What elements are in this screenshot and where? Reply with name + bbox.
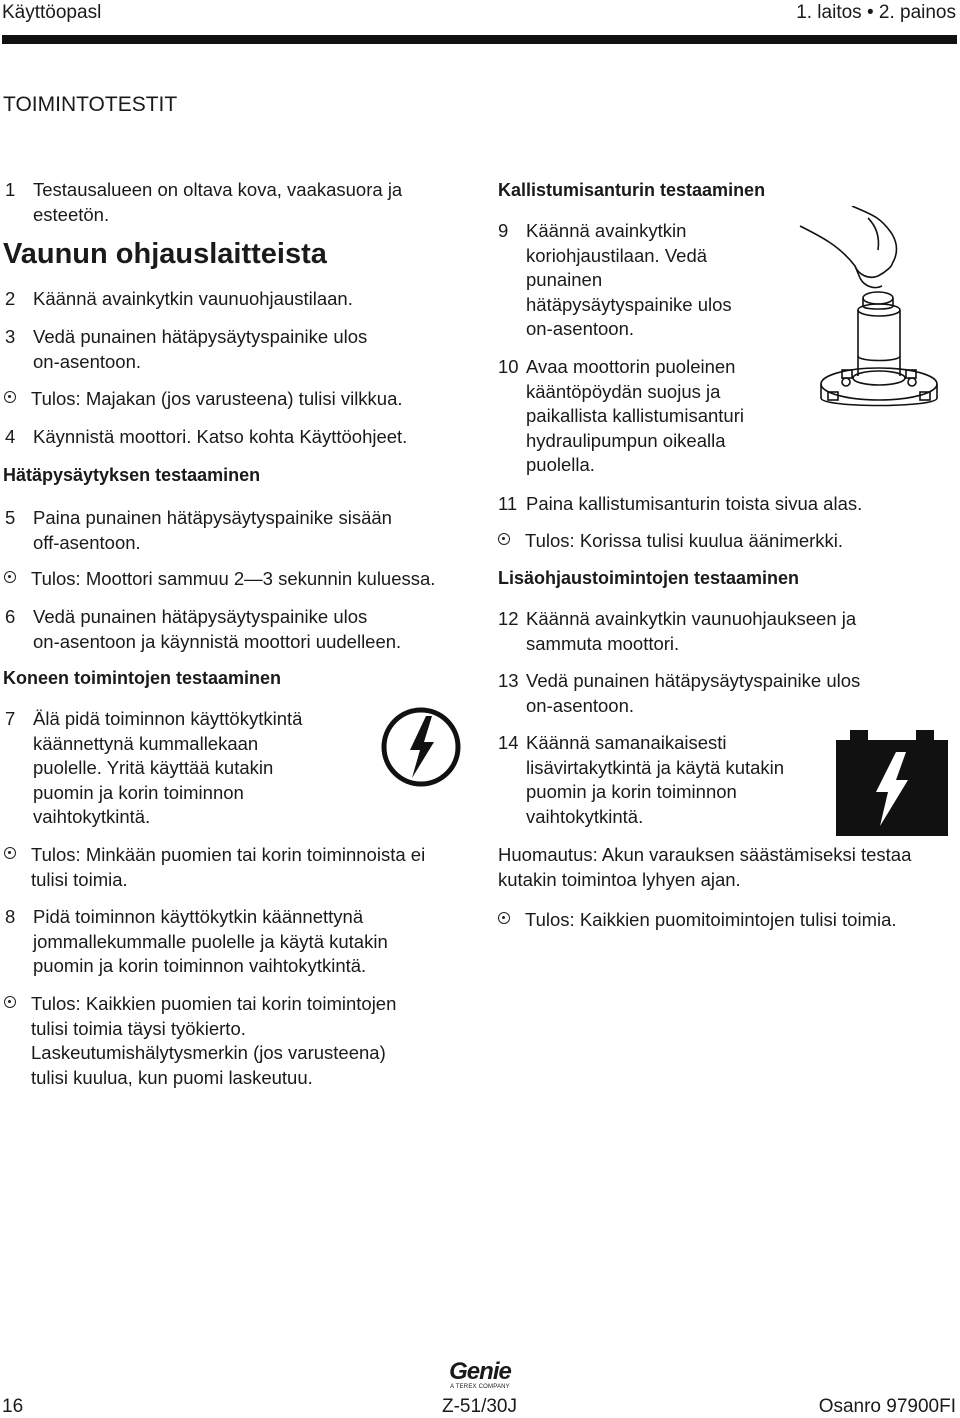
result-4 bbox=[3, 992, 473, 1092]
step-number: 7 bbox=[5, 708, 16, 729]
logo-text: Genie bbox=[449, 1358, 511, 1385]
battery-icon bbox=[836, 730, 948, 836]
electrical-hazard-icon bbox=[380, 706, 462, 788]
step-number: 11 bbox=[498, 493, 518, 514]
heading-kallistus: Kallistumisanturin testaaminen bbox=[498, 180, 766, 200]
step-number: 13 bbox=[498, 670, 519, 691]
result-6 bbox=[497, 908, 952, 934]
step-2 bbox=[5, 287, 475, 313]
result-text: Tulos: Moottori sammuu 2—3 sekunnin kuluessa. bbox=[31, 568, 436, 589]
step-text: puomin ja korin toiminnon bbox=[33, 781, 244, 803]
step-number: 10 bbox=[498, 356, 519, 377]
result-text: Tulos: Majakan (jos varusteena) tulisi vilkkua. bbox=[31, 388, 403, 409]
step-text: koriohjaustilaan. Vedä bbox=[526, 244, 708, 266]
step-text: Käännä avainkytkin vaunuohjaukseen ja bbox=[526, 608, 857, 629]
step-text: Testausalueen on oltava kova, vaakasuora ja bbox=[33, 179, 403, 200]
step-text: puomin ja korin toiminnon bbox=[526, 781, 737, 803]
step-13 bbox=[498, 669, 953, 719]
step-14 bbox=[498, 731, 828, 831]
step-text: Pidä toiminnon käyttökytkin käännettynä bbox=[33, 906, 364, 927]
step-10 bbox=[498, 355, 788, 479]
step-number: 4 bbox=[5, 426, 16, 447]
step-text: on-asentoon. bbox=[33, 350, 142, 372]
result-icon bbox=[4, 391, 16, 403]
step-text: Käännä samanaikaisesti bbox=[526, 732, 727, 753]
step-text: esteetön. bbox=[33, 203, 110, 225]
step-text: Vedä punainen hätäpysäytyspainike ulos bbox=[33, 606, 368, 627]
step-number: 1 bbox=[5, 179, 16, 200]
step-number: 8 bbox=[5, 906, 16, 927]
note-text: Huomautus: Akun varauksen säästämiseksi testaa bbox=[498, 844, 912, 865]
step-text: Käynnistä moottori. Katso kohta Käyttöohjeet. bbox=[33, 426, 408, 447]
step-text: paikallista kallistumisanturi bbox=[526, 405, 744, 427]
step-4 bbox=[5, 425, 475, 451]
step-text: käännettynä kummallekaan bbox=[33, 732, 259, 754]
step-text: punainen bbox=[526, 269, 603, 291]
step-text: Paina punainen hätäpysäytyspainike sisään bbox=[33, 507, 392, 528]
result-text: Tulos: Kaikkien puomitoimintojen tulisi toimia. bbox=[525, 909, 897, 930]
edition-label: 1. laitos • 2. painos bbox=[796, 2, 956, 23]
step-text: hydraulipumpun oikealla bbox=[526, 429, 726, 451]
step-text: Käännä avainkytkin bbox=[526, 220, 687, 241]
logo-subtext: A TEREX COMPANY bbox=[450, 1384, 510, 1390]
step-text: Vedä punainen hätäpysäytyspainike ulos bbox=[526, 670, 861, 691]
step-text: vaihtokytkintä. bbox=[526, 805, 644, 827]
header-rule bbox=[2, 35, 957, 44]
genie-logo bbox=[440, 1360, 520, 1392]
step-7 bbox=[5, 707, 375, 831]
step-text: Paina kallistumisanturin toista sivua alas. bbox=[526, 493, 863, 514]
step-5 bbox=[5, 506, 475, 556]
result-icon bbox=[498, 533, 510, 545]
section-title: TOIMINTOTESTIT bbox=[3, 93, 178, 116]
step-1 bbox=[5, 178, 475, 228]
part-number: Osanro 97900FI bbox=[818, 1396, 956, 1417]
result-text: tulisi kuulua, kun puomi laskeutuu. bbox=[31, 1066, 313, 1088]
step-number: 3 bbox=[5, 326, 16, 347]
step-text: on-asentoon ja käynnistä moottori uudelleen. bbox=[33, 630, 402, 652]
step-text: Älä pidä toiminnon käyttökytkintä bbox=[33, 708, 303, 729]
page-number: 16 bbox=[2, 1396, 24, 1417]
step-8 bbox=[5, 905, 475, 980]
model-label: Z-51/30J bbox=[442, 1396, 517, 1417]
note bbox=[498, 843, 953, 893]
step-text: Avaa moottorin puoleinen bbox=[526, 356, 736, 377]
result-2 bbox=[3, 567, 473, 593]
result-1 bbox=[3, 387, 473, 413]
result-3 bbox=[3, 843, 473, 893]
result-text: Tulos: Kaikkien puomien tai korin toimintojen bbox=[31, 993, 397, 1014]
heading-koneen: Koneen toimintojen testaaminen bbox=[3, 668, 282, 688]
heading-vaunu: Vaunun ohjauslaitteista bbox=[3, 238, 327, 270]
tilt-sensor-illustration bbox=[780, 206, 940, 446]
step-number: 2 bbox=[5, 288, 16, 309]
step-text: hätäpysäytyspainike ulos bbox=[526, 293, 732, 315]
step-number: 9 bbox=[498, 220, 509, 241]
step-text: off-asentoon. bbox=[33, 531, 141, 553]
step-number: 12 bbox=[498, 608, 519, 629]
step-text: on-asentoon. bbox=[526, 694, 635, 716]
step-text: vaihtokytkintä. bbox=[33, 806, 151, 828]
note-text: kutakin toimintoa lyhyen ajan. bbox=[498, 868, 741, 890]
step-text: lisävirtakytkintä ja käytä kutakin bbox=[526, 756, 785, 778]
result-text: Laskeutumishälytysmerkin (jos varusteena) bbox=[31, 1042, 386, 1064]
step-11 bbox=[498, 492, 953, 518]
result-text: tulisi toimia täysi työkierto. bbox=[31, 1017, 246, 1039]
step-text: on-asentoon. bbox=[526, 318, 635, 340]
step-number: 14 bbox=[498, 732, 519, 753]
result-icon bbox=[498, 912, 510, 924]
result-icon bbox=[4, 847, 16, 859]
step-text: puolelle. Yritä käyttää kutakin bbox=[33, 757, 274, 779]
heading-hatapysaytys: Hätäpysäytyksen testaaminen bbox=[3, 465, 261, 485]
step-text: jommallekummalle puolelle ja käytä kutakin bbox=[33, 930, 388, 952]
step-text: Vedä punainen hätäpysäytyspainike ulos bbox=[33, 326, 368, 347]
result-icon bbox=[4, 571, 16, 583]
result-5 bbox=[497, 529, 952, 555]
step-text: kääntöpöydän suojus ja bbox=[526, 380, 721, 402]
step-12 bbox=[498, 607, 953, 657]
result-text: Tulos: Minkään puomien tai korin toiminnoista ei bbox=[31, 844, 426, 865]
step-text: sammuta moottori. bbox=[526, 632, 680, 654]
step-text: puolella. bbox=[526, 454, 595, 476]
step-number: 6 bbox=[5, 606, 16, 627]
result-text: tulisi toimia. bbox=[31, 868, 128, 890]
result-text: Tulos: Korissa tulisi kuulua äänimerkki. bbox=[525, 530, 844, 551]
manual-title: Käyttöopasl bbox=[2, 2, 102, 23]
step-3 bbox=[5, 325, 475, 375]
step-6 bbox=[5, 605, 475, 655]
heading-lisaohjaus: Lisäohjaustoimintojen testaaminen bbox=[498, 568, 800, 588]
step-9 bbox=[498, 219, 778, 343]
result-icon bbox=[4, 996, 16, 1008]
step-number: 5 bbox=[5, 507, 16, 528]
step-text: Käännä avainkytkin vaunuohjaustilaan. bbox=[33, 288, 353, 309]
step-text: puomin ja korin toiminnon vaihtokytkintä. bbox=[33, 955, 367, 977]
